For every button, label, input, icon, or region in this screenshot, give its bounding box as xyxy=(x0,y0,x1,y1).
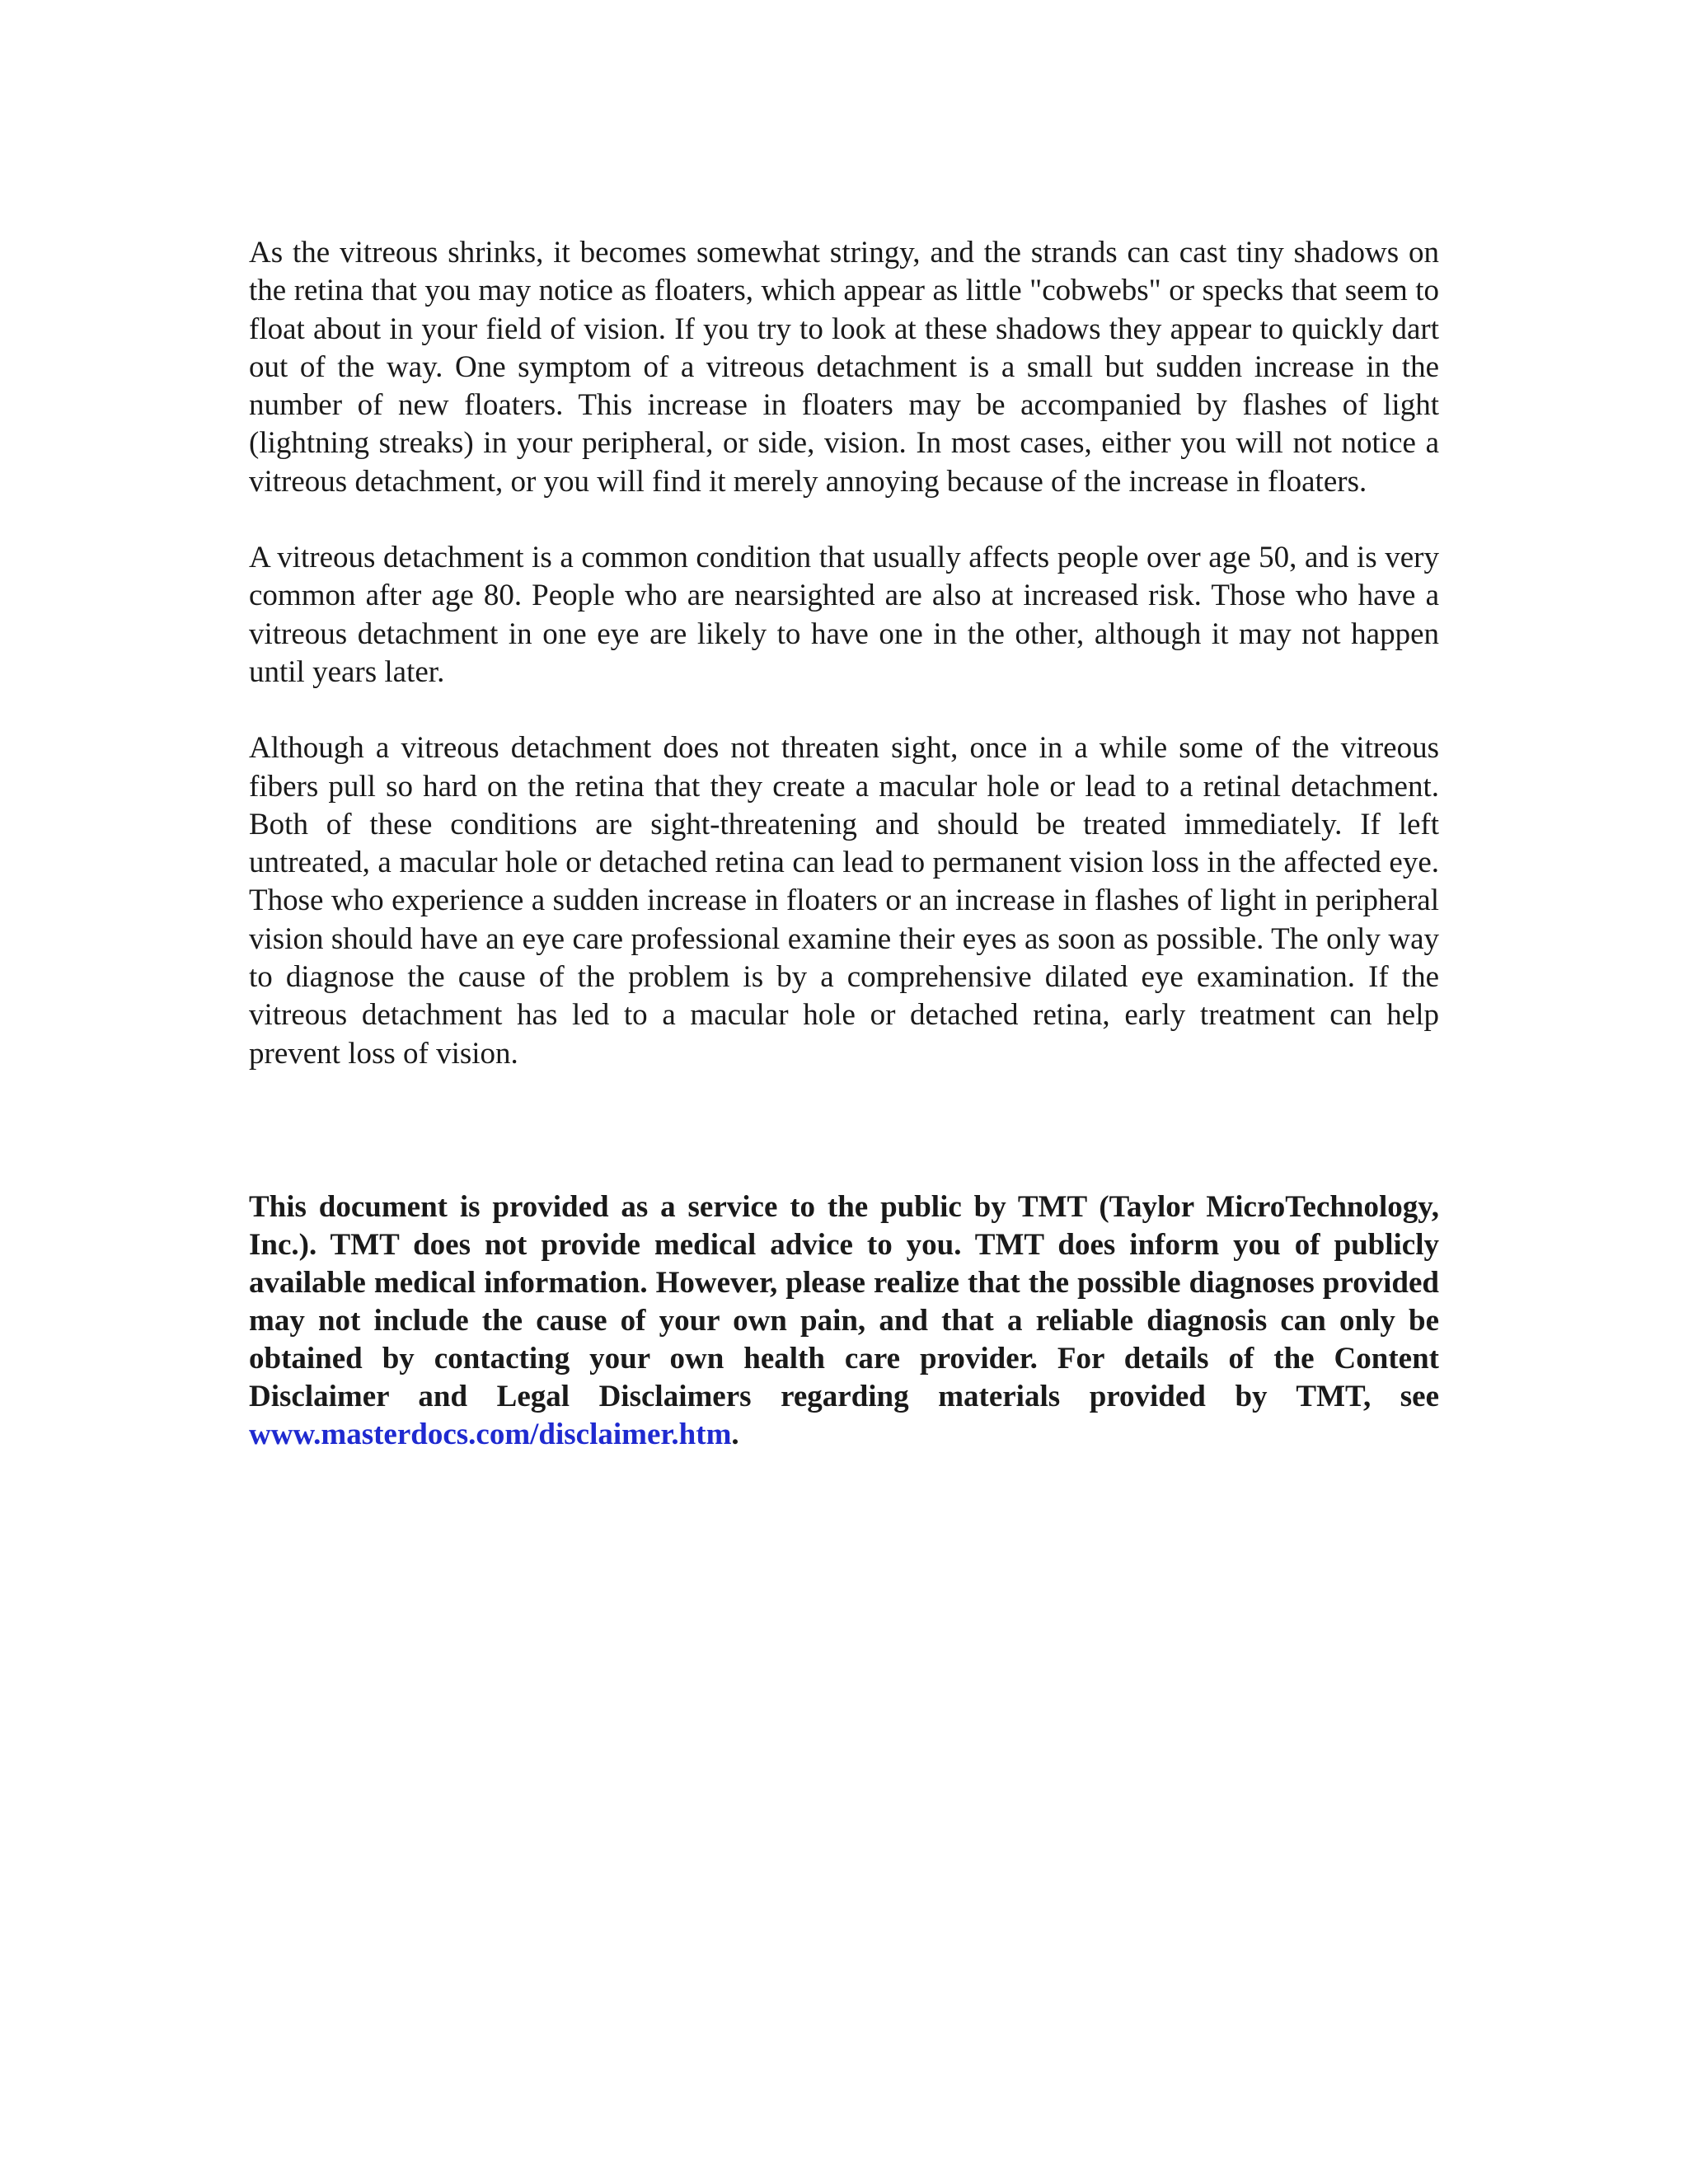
document-body xyxy=(249,234,1439,1454)
disclaimer-trailing-period: . xyxy=(731,1417,739,1451)
disclaimer-link[interactable]: www.masterdocs.com/disclaimer.htm xyxy=(249,1417,732,1451)
paragraph-common-condition: A vitreous detachment is a common condition that usually affects people over age 50, and is very common after age 80. People who are nearsighted are also at increased risk. Those who have a vitreous detachment in one eye are likely to have one in the other, although it may not happen until years later. xyxy=(249,541,1439,689)
disclaimer-text: This document is provided as a service to the public by TMT (Taylor MicroTechnology, Inc.). TMT does not provide medical advice to you. TMT does inform you of publicly available medical information. However, please realize that the possible diagnoses provided may not include the cause of your own pain, and that a reliable diagnosis can only be obtained by contacting your own health care provider. For details of the Content Disclaimer and Legal Disclaimers regarding materials provided by TMT, see xyxy=(249,1189,1439,1413)
disclaimer-notice xyxy=(249,1188,1439,1454)
paragraph-sight-threatening: Although a vitreous detachment does not threaten sight, once in a while some of the vitreous fibers pull so hard on the retina that they create a macular hole or lead to a retinal detachment. Both of these conditions are sight-threatening and should be treated immediately. If left untreated, a macular hole or detached retina can lead to permanent vision loss in the affected eye. Those who experience a sudden increase in floaters or an increase in flashes of light in peripheral vision should have an eye care professional examine their eyes as soon as possible. The only way to diagnose the cause of the problem is by a comprehensive dilated eye examination. If the vitreous detachment has led to a macular hole or detached retina, early treatment can help prevent loss of vision. xyxy=(249,731,1439,1071)
paragraph-vitreous-shrinks: As the vitreous shrinks, it becomes somewhat stringy, and the strands can cast tiny shadows on the retina that you may notice as floaters, which appear as little "cobwebs" or specks that seem to float about in your field of vision. If you try to look at these shadows they appear to quickly dart out of the way. One symptom of a vitreous detachment is a small but sudden increase in the number of new floaters. This increase in floaters may be accompanied by flashes of light (lightning streaks) in your peripheral, or side, vision. In most cases, either you will not notice a vitreous detachment, or you will find it merely annoying because of the increase in floaters. xyxy=(249,236,1439,499)
